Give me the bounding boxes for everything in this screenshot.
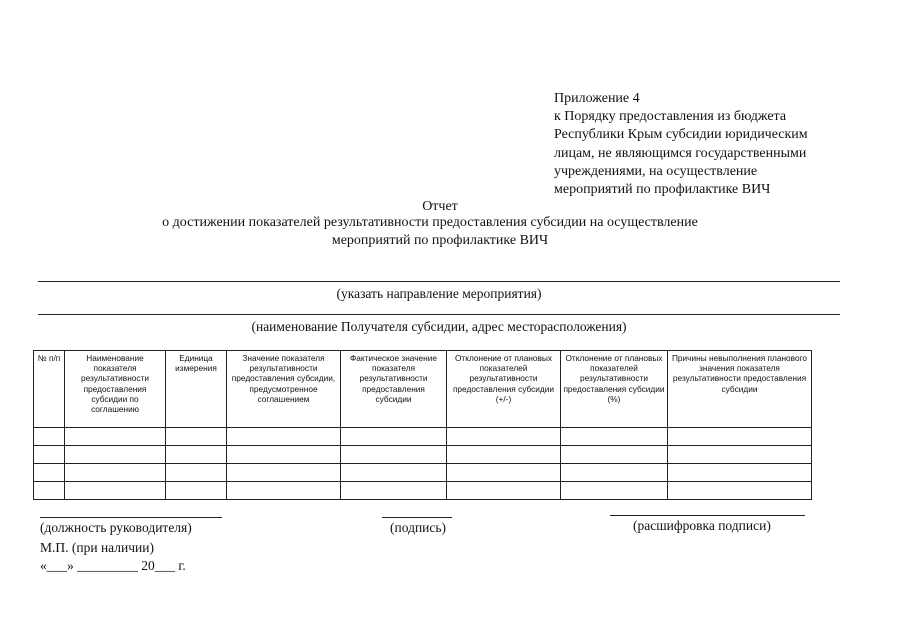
- table-cell[interactable]: [447, 482, 561, 500]
- signature-caption: (подпись): [390, 520, 447, 535]
- table-cell[interactable]: [65, 464, 166, 482]
- table-cell[interactable]: [561, 482, 668, 500]
- appendix-line: учреждениями, на осуществление: [554, 163, 758, 179]
- table-cell[interactable]: [341, 464, 447, 482]
- position-caption: (должность руководителя): [40, 520, 192, 535]
- header-unit: Единица измерения: [166, 351, 227, 428]
- appendix-line: к Порядку предоставления из бюджета: [554, 109, 787, 125]
- table-cell[interactable]: [227, 446, 341, 464]
- table-cell[interactable]: [341, 482, 447, 500]
- appendix-block: [554, 90, 884, 199]
- table-cell[interactable]: [447, 446, 561, 464]
- table-cell[interactable]: [65, 428, 166, 446]
- table-header-row: [34, 351, 812, 428]
- table-cell[interactable]: [34, 464, 65, 482]
- header-actual-value: Фактическое значение показателя результативности предоставления субсидии: [341, 351, 447, 428]
- appendix-line: лицам, не являющимся государственными: [554, 145, 807, 161]
- table-cell[interactable]: [447, 428, 561, 446]
- table-cell[interactable]: [561, 446, 668, 464]
- table-cell[interactable]: [341, 428, 447, 446]
- table-cell[interactable]: [561, 464, 668, 482]
- table-row: [34, 428, 812, 446]
- table-row: [34, 464, 812, 482]
- report-subtitle-line-2: мероприятий по профилактике ВИЧ: [331, 233, 549, 248]
- table-row: [34, 482, 812, 500]
- decoding-caption: (расшифровка подписи): [633, 518, 771, 533]
- header-reasons: Причины невыполнения планового значения показателя результативности предоставления субсидии: [668, 351, 812, 428]
- header-indicator-name: Наименование показателя результативности предоставления субсидии по соглашению: [65, 351, 166, 428]
- table-cell[interactable]: [668, 464, 812, 482]
- table-cell[interactable]: [227, 464, 341, 482]
- header-deviation-abs: Отклонение от плановых показателей результативности предоставления субсидии (+/-): [447, 351, 561, 428]
- header-number: № п/п: [34, 351, 65, 428]
- report-table: [33, 350, 812, 500]
- report-title: Отчет: [422, 199, 458, 214]
- stamp-note: М.П. (при наличии): [40, 540, 154, 555]
- appendix-line: Приложение 4: [554, 91, 640, 106]
- table-cell[interactable]: [65, 446, 166, 464]
- signature-line: [382, 517, 452, 518]
- table-cell[interactable]: [227, 428, 341, 446]
- date-line: «___» _________ 20___ г.: [40, 558, 186, 573]
- recipient-field-line: [38, 314, 840, 315]
- table-cell[interactable]: [34, 446, 65, 464]
- decoding-signature-line: [610, 515, 805, 516]
- appendix-line: Республики Крым субсидии юридическим: [554, 127, 808, 143]
- position-signature-line: [40, 517, 222, 518]
- table-cell[interactable]: [447, 464, 561, 482]
- table-cell[interactable]: [65, 482, 166, 500]
- table-cell[interactable]: [166, 446, 227, 464]
- direction-caption: (указать направление мероприятия): [336, 286, 542, 301]
- table-cell[interactable]: [166, 428, 227, 446]
- appendix-line: мероприятий по профилактике ВИЧ: [554, 182, 771, 198]
- header-deviation-percent: Отклонение от плановых показателей результативности предоставления субсидии (%): [561, 351, 668, 428]
- table-cell[interactable]: [166, 482, 227, 500]
- table-row: [34, 446, 812, 464]
- table-cell[interactable]: [34, 482, 65, 500]
- table-cell[interactable]: [668, 482, 812, 500]
- direction-field-line: [38, 281, 840, 282]
- report-subtitle-line-1: о достижении показателей результативности предоставления субсидии на осуществление: [162, 215, 698, 230]
- table-cell[interactable]: [341, 446, 447, 464]
- table-cell[interactable]: [34, 428, 65, 446]
- table-cell[interactable]: [561, 428, 668, 446]
- header-planned-value: Значение показателя результативности предоставления субсидии, предусмотренное соглашением: [227, 351, 341, 428]
- table-cell[interactable]: [668, 446, 812, 464]
- recipient-caption: (наименование Получателя субсидии, адрес месторасположения): [251, 319, 627, 334]
- table-cell[interactable]: [668, 428, 812, 446]
- table-cell[interactable]: [166, 464, 227, 482]
- table-cell[interactable]: [227, 482, 341, 500]
